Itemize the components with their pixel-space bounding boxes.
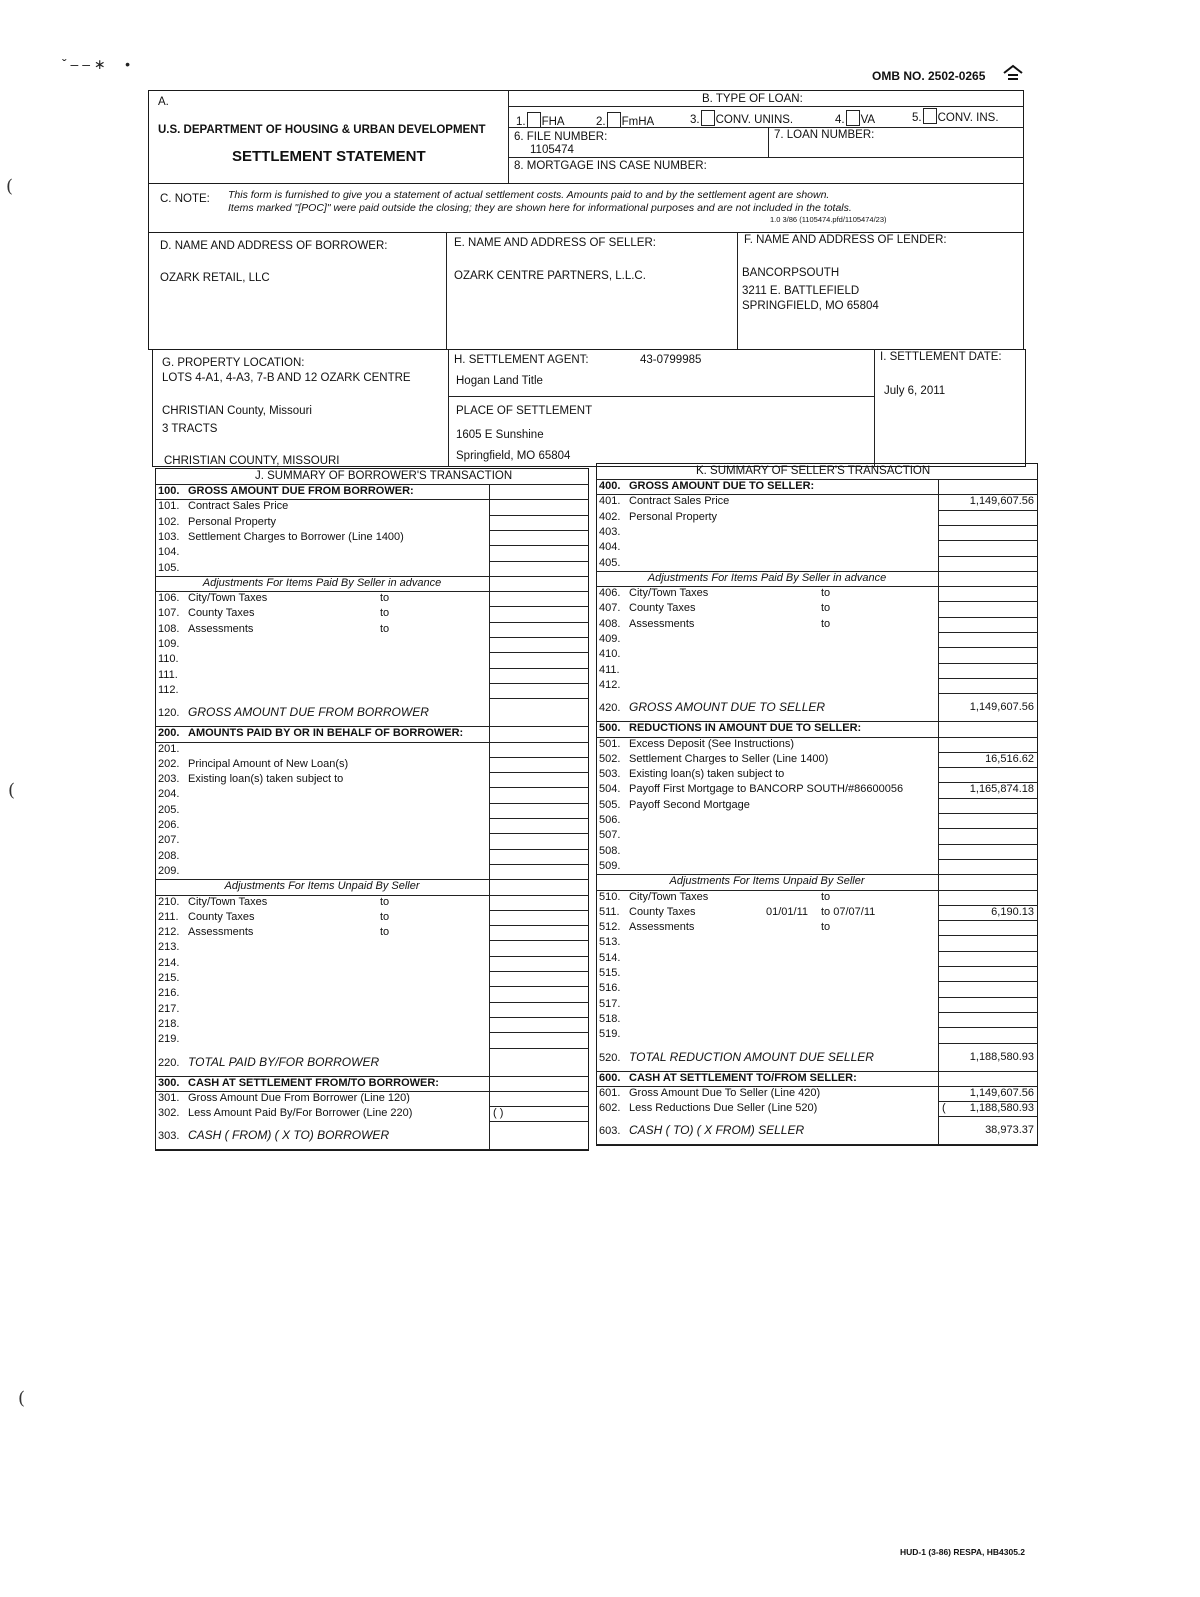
line-description: Contract Sales Price bbox=[629, 495, 730, 508]
line-number: 215. bbox=[158, 972, 180, 984]
line-number: 519. bbox=[599, 1028, 621, 1041]
file-number-value: 1105474 bbox=[530, 144, 574, 156]
line-description: Personal Property bbox=[629, 510, 718, 523]
k-line-512 bbox=[596, 920, 938, 935]
line-number: 404. bbox=[599, 541, 621, 554]
k-line-518 bbox=[596, 1012, 938, 1027]
j-line-109 bbox=[155, 637, 489, 652]
j-line-120 bbox=[155, 698, 489, 726]
k-line-402 bbox=[596, 510, 938, 525]
line-number: 216. bbox=[158, 987, 180, 1000]
k-line-500 bbox=[596, 721, 938, 736]
place-of-settlement-label: PLACE OF SETTLEMENT bbox=[456, 405, 593, 417]
lender-label: F. NAME AND ADDRESS OF LENDER: bbox=[744, 234, 947, 246]
line-number: 505. bbox=[599, 798, 621, 811]
line-number: 111. bbox=[158, 668, 178, 681]
period-to: to bbox=[380, 910, 390, 923]
line-amount: 1,149,607.56 bbox=[969, 701, 1034, 714]
k-line-506 bbox=[596, 813, 938, 828]
checkbox-conv-unins[interactable] bbox=[701, 110, 715, 126]
line-number: 409. bbox=[599, 633, 621, 645]
line-description: Payoff First Mortgage to BANCORP SOUTH/#86600056 bbox=[629, 783, 904, 796]
loan-type-va: 4. VA bbox=[835, 110, 875, 127]
line-number: 407. bbox=[599, 602, 621, 615]
j-line-108 bbox=[155, 622, 489, 637]
line-description: City/Town Taxes bbox=[629, 587, 709, 600]
document-title: SETTLEMENT STATEMENT bbox=[232, 148, 426, 165]
line-number: 520. bbox=[599, 1051, 621, 1064]
checkbox-fha[interactable] bbox=[527, 112, 541, 128]
settlement-date-value: July 6, 2011 bbox=[884, 385, 946, 397]
line-number: 203. bbox=[158, 773, 180, 786]
line-number: 201. bbox=[158, 742, 180, 755]
line-description: Assessments bbox=[629, 921, 695, 934]
line-number: 104. bbox=[158, 546, 180, 559]
line-description: Contract Sales Price bbox=[188, 500, 289, 513]
line-number: 300. bbox=[158, 1076, 180, 1089]
j-line-111 bbox=[155, 668, 489, 683]
line-number: 518. bbox=[599, 1012, 621, 1025]
line-number: 408. bbox=[599, 617, 621, 630]
period-to: to bbox=[821, 890, 831, 903]
line-description: Principal Amount of New Loan(s) bbox=[188, 757, 349, 770]
k-line-405 bbox=[596, 556, 938, 571]
paren-mark: ( bbox=[942, 1102, 946, 1115]
line-number: 514. bbox=[599, 951, 621, 964]
line-number: 517. bbox=[599, 997, 621, 1010]
j-line-217 bbox=[155, 1002, 489, 1017]
settlement-agent-label: H. SETTLEMENT AGENT: bbox=[454, 354, 589, 366]
property-line-2: CHRISTIAN County, Missouri bbox=[162, 405, 312, 417]
k-line-515 bbox=[596, 966, 938, 981]
j-line-203 bbox=[155, 772, 489, 787]
adjustment-heading: Adjustments For Items Paid By Seller in advance bbox=[202, 576, 442, 589]
note-label: C. NOTE: bbox=[160, 193, 210, 205]
line-number: 406. bbox=[599, 587, 621, 600]
checkbox-fmha[interactable] bbox=[607, 112, 621, 128]
line-amount: 1,149,607.56 bbox=[969, 1086, 1034, 1099]
line-number: 204. bbox=[158, 788, 180, 801]
checkbox-va[interactable] bbox=[846, 110, 860, 126]
line-number: 212. bbox=[158, 926, 180, 939]
line-description: City/Town Taxes bbox=[629, 890, 709, 903]
line-description: CASH AT SETTLEMENT FROM/TO BORROWER: bbox=[188, 1076, 439, 1089]
line-number: 217. bbox=[158, 1002, 180, 1015]
line-description: Gross Amount Due From Borrower (Line 120) bbox=[188, 1091, 410, 1104]
line-number: 107. bbox=[158, 607, 180, 620]
loan-number-label: 7. LOAN NUMBER: bbox=[774, 129, 875, 141]
k-line-520 bbox=[596, 1043, 938, 1071]
line-number: 213. bbox=[158, 941, 180, 954]
adjustment-heading: Adjustments For Items Unpaid By Seller bbox=[669, 875, 865, 888]
line-description: GROSS AMOUNT DUE FROM BORROWER: bbox=[188, 485, 414, 497]
line-description: County Taxes bbox=[188, 910, 255, 923]
line-number: 405. bbox=[599, 556, 621, 569]
line-number: 108. bbox=[158, 622, 180, 635]
k-line-412 bbox=[596, 678, 938, 693]
line-number: 600. bbox=[599, 1071, 621, 1084]
line-description: AMOUNTS PAID BY OR IN BEHALF OF BORROWER: bbox=[188, 727, 464, 740]
line-amount: 1,165,874.18 bbox=[969, 783, 1034, 796]
period-to: to bbox=[380, 607, 390, 620]
settlement-agent-id: 43-0799985 bbox=[640, 354, 702, 366]
line-number: 412. bbox=[599, 678, 621, 691]
line-number: 410. bbox=[599, 648, 621, 661]
line-description: CASH ( TO) ( X FROM) SELLER bbox=[629, 1123, 805, 1138]
j-line-112 bbox=[155, 683, 489, 698]
k-line-517 bbox=[596, 997, 938, 1012]
lender-address-1: 3211 E. BATTLEFIELD bbox=[742, 285, 860, 297]
j-line-300 bbox=[155, 1076, 489, 1091]
j-line-216 bbox=[155, 986, 489, 1001]
line-description: Existing loan(s) taken subject to bbox=[188, 773, 344, 786]
line-number: 102. bbox=[158, 515, 180, 528]
line-description: Excess Deposit (See Instructions) bbox=[629, 737, 795, 750]
line-number: 602. bbox=[599, 1102, 621, 1115]
line-amount: 16,516.62 bbox=[985, 752, 1034, 765]
line-amount: 6,190.13 bbox=[991, 905, 1034, 918]
line-description: CASH ( FROM) ( X TO) BORROWER bbox=[188, 1128, 390, 1143]
line-description: Less Amount Paid By/For Borrower (Line 220) bbox=[188, 1107, 413, 1120]
k-line-410 bbox=[596, 647, 938, 662]
line-description: CASH AT SETTLEMENT TO/FROM SELLER: bbox=[629, 1071, 857, 1084]
line-number: 205. bbox=[158, 803, 180, 816]
line-number: 500. bbox=[599, 722, 621, 735]
margin-paren: ( bbox=[8, 780, 16, 801]
paren-mark: ( ) bbox=[493, 1107, 504, 1120]
line-number: 208. bbox=[158, 849, 180, 862]
j-line-301 bbox=[155, 1091, 489, 1106]
j-line-302 bbox=[155, 1106, 489, 1121]
line-number: 508. bbox=[599, 844, 621, 857]
j-line-215 bbox=[155, 971, 489, 986]
period-to: to 07/07/11 bbox=[821, 905, 876, 918]
k-line-601 bbox=[596, 1086, 938, 1101]
k-line-411 bbox=[596, 663, 938, 678]
settlement-date-label: I. SETTLEMENT DATE: bbox=[880, 351, 1002, 363]
loan-type-conv-ins: 5. CONV. INS. bbox=[912, 108, 999, 125]
property-line-4: CHRISTIAN COUNTY, MISSOURI bbox=[164, 455, 340, 467]
adjustment-heading: Adjustments For Items Unpaid By Seller bbox=[224, 880, 420, 893]
j-line-214 bbox=[155, 956, 489, 971]
line-number: 510. bbox=[599, 890, 621, 903]
line-description: Gross Amount Due To Seller (Line 420) bbox=[629, 1086, 821, 1099]
period-from: 01/01/11 bbox=[766, 905, 809, 918]
settlement-agent-name: Hogan Land Title bbox=[456, 375, 543, 387]
form-footer: HUD-1 (3-86) RESPA, HB4305.2 bbox=[900, 1547, 1026, 1557]
line-number: 220. bbox=[158, 1056, 180, 1069]
property-line-3: 3 TRACTS bbox=[162, 423, 218, 435]
j-line-213 bbox=[155, 940, 489, 955]
line-number: 120. bbox=[158, 707, 180, 720]
line-description: Assessments bbox=[629, 617, 695, 630]
property-location-label: G. PROPERTY LOCATION: bbox=[162, 357, 305, 369]
line-description: County Taxes bbox=[629, 602, 696, 615]
loan-type-label: B. TYPE OF LOAN: bbox=[702, 93, 803, 105]
line-number: 509. bbox=[599, 859, 621, 872]
line-number: 218. bbox=[158, 1017, 180, 1030]
lender-name: BANCORPSOUTH bbox=[742, 267, 840, 279]
k-line-511 bbox=[596, 905, 938, 920]
j-line-211 bbox=[155, 910, 489, 925]
department-name: U.S. DEPARTMENT OF HOUSING & URBAN DEVELOPMENT bbox=[158, 124, 486, 136]
line-number: 411. bbox=[599, 663, 620, 676]
line-description: City/Town Taxes bbox=[188, 895, 268, 908]
loan-type-fmha: 2. FmHA bbox=[596, 112, 654, 129]
k-line-507 bbox=[596, 828, 938, 843]
line-number: 101. bbox=[158, 500, 180, 513]
line-number: 501. bbox=[599, 737, 621, 750]
line-description: GROSS AMOUNT DUE TO SELLER bbox=[629, 700, 826, 715]
j-line-204 bbox=[155, 787, 489, 802]
line-number: 303. bbox=[158, 1130, 180, 1143]
k-line-509 bbox=[596, 859, 938, 874]
scan-marks: ˇ – – ∗ • bbox=[62, 56, 130, 72]
line-number: 516. bbox=[599, 982, 621, 995]
period-to: to bbox=[821, 921, 831, 934]
j-line-101 bbox=[155, 499, 489, 514]
line-number: 401. bbox=[599, 495, 621, 508]
loan-type-conv-unins: 3. CONV. UNINS. bbox=[690, 110, 793, 127]
line-description: REDUCTIONS IN AMOUNT DUE TO SELLER: bbox=[629, 722, 862, 735]
j-line-200 bbox=[155, 726, 489, 741]
property-line-1: LOTS 4-A1, 4-A3, 7-B AND 12 OZARK CENTRE bbox=[162, 372, 411, 384]
line-number: 402. bbox=[599, 510, 621, 523]
line-description: Personal Property bbox=[188, 515, 277, 528]
line-description: GROSS AMOUNT DUE FROM BORROWER bbox=[188, 705, 429, 720]
line-amount: 38,973.37 bbox=[985, 1124, 1034, 1137]
period-to: to bbox=[380, 895, 390, 908]
period-to: to bbox=[821, 617, 831, 630]
lender-address-2: SPRINGFIELD, MO 65804 bbox=[742, 300, 879, 312]
seller-label: E. NAME AND ADDRESS OF SELLER: bbox=[454, 237, 656, 249]
j-line-104 bbox=[155, 545, 489, 560]
line-number: 200. bbox=[158, 727, 180, 740]
line-number: 202. bbox=[158, 757, 180, 770]
borrower-name: OZARK RETAIL, LLC bbox=[160, 272, 270, 284]
line-number: 207. bbox=[158, 834, 180, 847]
j-line-106 bbox=[155, 591, 489, 606]
line-number: 105. bbox=[158, 561, 180, 574]
k-line-404 bbox=[596, 540, 938, 555]
line-number: 515. bbox=[599, 967, 621, 979]
k-line-401 bbox=[596, 494, 938, 509]
line-description: Payoff Second Mortgage bbox=[629, 798, 750, 811]
note-line-3: 1.0 3/86 (1105474.pfd/1105474/23) bbox=[770, 215, 887, 224]
line-number: 112. bbox=[158, 683, 179, 696]
period-to: to bbox=[821, 602, 831, 615]
line-number: 214. bbox=[158, 956, 180, 969]
k-line-407 bbox=[596, 601, 938, 616]
line-amount: 1,188,580.93 bbox=[969, 1050, 1034, 1063]
line-number: 100. bbox=[158, 485, 180, 497]
line-description: Assessments bbox=[188, 622, 254, 635]
line-number: 420. bbox=[599, 702, 621, 715]
j-line-adj-heading bbox=[155, 576, 489, 591]
margin-paren: ( bbox=[6, 176, 14, 197]
k-line-504 bbox=[596, 782, 938, 797]
j-line-212 bbox=[155, 925, 489, 940]
line-number: 603. bbox=[599, 1125, 621, 1138]
line-description: Settlement Charges to Seller (Line 1400) bbox=[629, 752, 829, 765]
k-line-516 bbox=[596, 981, 938, 996]
j-line-219 bbox=[155, 1032, 489, 1047]
j-line-218 bbox=[155, 1017, 489, 1032]
k-line-503 bbox=[596, 767, 938, 782]
line-number: 110. bbox=[158, 653, 179, 666]
j-line-208 bbox=[155, 849, 489, 864]
line-number: 210. bbox=[158, 895, 180, 908]
line-number: 506. bbox=[599, 814, 621, 826]
line-number: 503. bbox=[599, 768, 621, 781]
k-line-508 bbox=[596, 844, 938, 859]
k-section-title: K. SUMMARY OF SELLER'S TRANSACTION bbox=[696, 465, 931, 477]
checkbox-conv-ins[interactable] bbox=[923, 108, 937, 124]
line-number: 511. bbox=[599, 905, 620, 918]
equal-housing-icon bbox=[1002, 64, 1024, 89]
k-line-420 bbox=[596, 693, 938, 721]
k-line-519 bbox=[596, 1027, 938, 1042]
line-description: County Taxes bbox=[188, 607, 255, 620]
k-line-403 bbox=[596, 525, 938, 540]
borrower-label: D. NAME AND ADDRESS OF BORROWER: bbox=[160, 240, 388, 252]
line-number: 512. bbox=[599, 921, 621, 934]
k-line-adj-heading bbox=[596, 874, 938, 889]
j-line-103 bbox=[155, 530, 489, 545]
j-line-201 bbox=[155, 742, 489, 757]
line-number: 211. bbox=[158, 910, 179, 923]
line-description: City/Town Taxes bbox=[188, 592, 268, 605]
k-line-502 bbox=[596, 752, 938, 767]
line-number: 219. bbox=[158, 1033, 180, 1046]
seller-name: OZARK CENTRE PARTNERS, L.L.C. bbox=[454, 270, 646, 282]
line-number: 513. bbox=[599, 936, 621, 949]
line-amount: 1,149,607.56 bbox=[969, 495, 1034, 508]
section-a-label: A. bbox=[158, 96, 169, 108]
line-description: TOTAL REDUCTION AMOUNT DUE SELLER bbox=[629, 1049, 874, 1064]
j-line-102 bbox=[155, 515, 489, 530]
k-line-514 bbox=[596, 951, 938, 966]
line-number: 504. bbox=[599, 783, 621, 796]
j-line-206 bbox=[155, 818, 489, 833]
loan-type-fha: 1. FHA bbox=[516, 112, 565, 129]
k-line-406 bbox=[596, 586, 938, 601]
line-number: 403. bbox=[599, 525, 621, 538]
k-line-603 bbox=[596, 1116, 938, 1144]
j-line-100 bbox=[155, 484, 489, 499]
line-description: TOTAL PAID BY/FOR BORROWER bbox=[188, 1054, 380, 1069]
line-description: County Taxes bbox=[629, 905, 696, 918]
line-number: 109. bbox=[158, 638, 180, 650]
j-line-210 bbox=[155, 895, 489, 910]
place-address-1: 1605 E Sunshine bbox=[456, 429, 544, 441]
j-line-202 bbox=[155, 757, 489, 772]
line-description: Less Reductions Due Seller (Line 520) bbox=[629, 1102, 818, 1115]
j-line-105 bbox=[155, 561, 489, 576]
line-description: GROSS AMOUNT DUE TO SELLER: bbox=[629, 480, 815, 492]
line-number: 507. bbox=[599, 829, 621, 842]
period-to: to bbox=[821, 587, 831, 600]
j-line-207 bbox=[155, 833, 489, 848]
k-line-505 bbox=[596, 798, 938, 813]
k-line-adj-heading bbox=[596, 571, 938, 586]
j-line-110 bbox=[155, 652, 489, 667]
period-to: to bbox=[380, 622, 390, 635]
place-address-2: Springfield, MO 65804 bbox=[456, 450, 571, 462]
note-line-1: This form is furnished to give you a statement of actual settlement costs. Amounts paid to and by the settlement agent are shown. bbox=[228, 189, 830, 201]
k-line-409 bbox=[596, 632, 938, 647]
line-number: 103. bbox=[158, 530, 180, 543]
line-number: 502. bbox=[599, 752, 621, 765]
line-number: 106. bbox=[158, 592, 180, 605]
line-number: 301. bbox=[158, 1091, 180, 1104]
k-line-600 bbox=[596, 1071, 938, 1086]
period-to: to bbox=[380, 592, 390, 605]
margin-paren: ( bbox=[18, 1388, 26, 1409]
mortgage-case-label: 8. MORTGAGE INS CASE NUMBER: bbox=[514, 160, 707, 172]
line-number: 209. bbox=[158, 864, 180, 877]
line-number: 400. bbox=[599, 480, 621, 492]
line-number: 601. bbox=[599, 1086, 621, 1099]
k-line-513 bbox=[596, 935, 938, 950]
k-line-408 bbox=[596, 617, 938, 632]
k-line-510 bbox=[596, 890, 938, 905]
line-description: Settlement Charges to Borrower (Line 1400) bbox=[188, 530, 404, 543]
k-line-501 bbox=[596, 737, 938, 752]
line-description: Assessments bbox=[188, 926, 254, 939]
k-line-400 bbox=[596, 479, 938, 494]
j-line-205 bbox=[155, 803, 489, 818]
j-section-title: J. SUMMARY OF BORROWER'S TRANSACTION bbox=[255, 470, 513, 482]
file-number-label: 6. FILE NUMBER: bbox=[514, 131, 608, 143]
line-number: 302. bbox=[158, 1107, 180, 1120]
line-amount: 1,188,580.93 bbox=[969, 1102, 1034, 1115]
omb-number: OMB NO. 2502-0265 bbox=[872, 69, 986, 83]
j-line-220 bbox=[155, 1048, 489, 1076]
note-line-2: Items marked "[POC]" were paid outside the closing; they are shown here for informational purposes and are not included in the totals. bbox=[228, 202, 852, 214]
j-line-209 bbox=[155, 864, 489, 879]
k-line-602 bbox=[596, 1101, 938, 1116]
adjustment-heading: Adjustments For Items Paid By Seller in advance bbox=[647, 571, 887, 584]
line-description: Existing loan(s) taken subject to bbox=[629, 768, 785, 781]
j-line-303 bbox=[155, 1121, 489, 1149]
j-line-107 bbox=[155, 606, 489, 621]
period-to: to bbox=[380, 926, 390, 939]
line-number: 206. bbox=[158, 819, 180, 831]
j-line-adj-heading bbox=[155, 879, 489, 894]
